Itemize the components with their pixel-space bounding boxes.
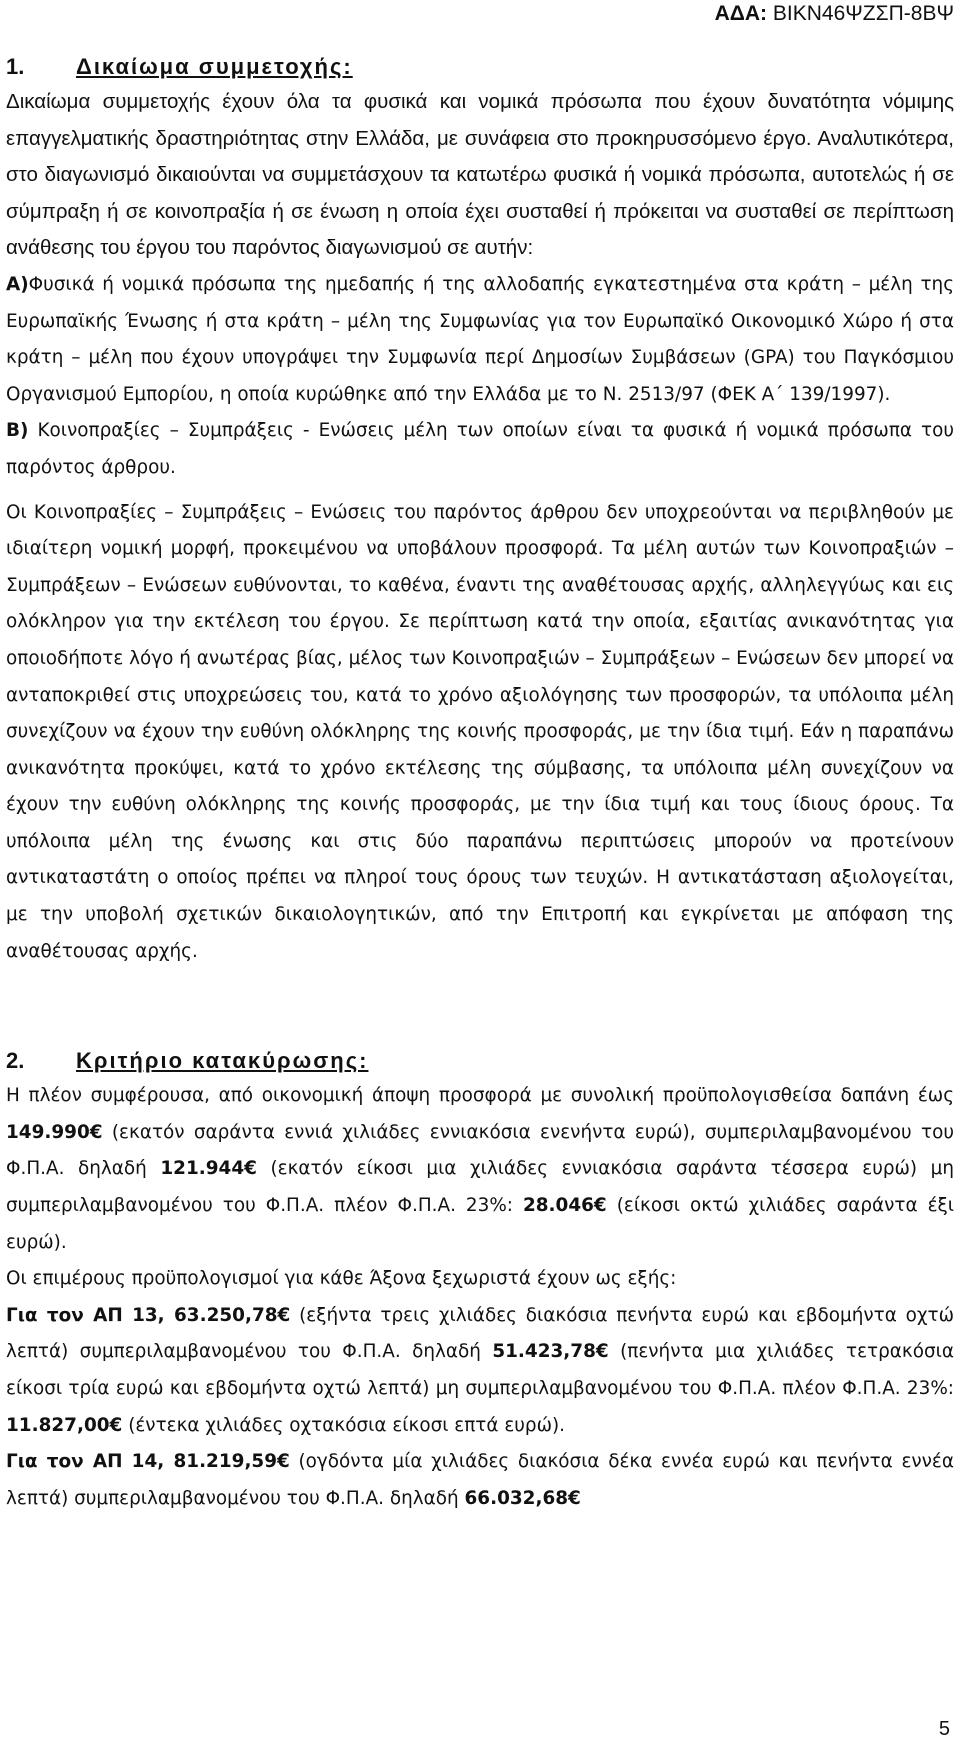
budget-vat-amount: 28.046€ — [522, 1195, 607, 1217]
section-1-title: Δικαίωμα συμμετοχής: — [76, 54, 353, 79]
ap14-net-amount: 66.032,68€ — [464, 1487, 581, 1509]
item-a-text: Φυσικά ή νομικά πρόσωπα της ημεδαπής ή της αλλοδαπής εγκατεστημένα στα κράτη – μέλη της Ευρωπαϊκής Ένωσης ή στα κράτη – μέλη της Συμφωνίας για τον Ευρωπαϊκό Οικονομικό Χώρο ή στα κράτη – μέλη που έχουν υπογράψει την Συμφωνία περί Δημοσίων Συμβάσεων (GPA) του Παγκόσμιου Οργανισμού Εμπορίου, η οποία κυρώθηκε από την Ελλάδα με το Ν. 2513/97 (ΦΕΚ Α΄ 139/1997). — [6, 273, 954, 405]
section-1-item-b — [6, 413, 954, 486]
section-1-heading — [6, 50, 954, 84]
budget-text-1: Η πλέον συμφέρουσα, από οικονομική άποψη προσφορά με συνολική προϋπολογισθείσα δαπάνη έως — [6, 1085, 954, 1107]
section-1-number: 1. — [6, 54, 25, 79]
section-2-paragraph-ap14 — [6, 1444, 954, 1517]
ap13-vat-amount: 11.827,00€ — [6, 1414, 123, 1436]
ap13-text-2: (πενήντα μια χιλιάδες τετρακόσια είκοσι τρία ευρώ και εβδομήντα οχτώ λεπτά) μη συμπεριλαμβανομένου του Φ.Π.Α. πλέον Φ.Π.Α. 23%: — [6, 1341, 954, 1399]
budget-text-4: (είκοσι οκτώ χιλιάδες σαράντα έξι ευρώ). — [6, 1195, 955, 1253]
budget-net-amount: 121.944€ — [160, 1158, 257, 1180]
item-b-text: Κοινοπραξίες – Συμπράξεις - Ενώσεις μέλη των οποίων είναι τα φυσικά ή νομικά πρόσωπα του παρόντος άρθρου. — [6, 420, 954, 478]
ap13-text-3: (έντεκα χιλιάδες οχτακόσια είκοσι επτά ευρώ). — [122, 1414, 566, 1436]
budget-text-3: (εκατόν είκοσι μια χιλιάδες εννιακόσια σαράντα τέσσερα ευρώ) μη συμπεριλαμβανομένου του Φ.Π.Α. πλέον Φ.Π.Α. 23%: — [6, 1158, 955, 1217]
page-number: 5 — [938, 1718, 950, 1740]
section-2-paragraph-axes-intro: Οι επιμέρους προϋπολογισμοί για κάθε Άξονα ξεχωριστά έχουν ως εξής: — [6, 1268, 677, 1290]
item-a-label: Α) — [6, 273, 29, 295]
ada-header — [715, 2, 954, 26]
ada-value: ΒΙΚΝ46ΨΖΣΠ-8ΒΨ — [772, 2, 954, 25]
section-2-paragraph-ap13 — [6, 1298, 954, 1444]
document-body — [6, 50, 954, 1517]
ap13-label: Για τον ΑΠ 13, 63.250,78€ — [6, 1304, 291, 1326]
ap14-text-1: (ογδόντα μία χιλιάδες διακόσια δέκα εννέα ευρώ και πενήντα εννέα λεπτά) συμπεριλαμβανομένου του Φ.Π.Α. δηλαδή — [6, 1451, 954, 1509]
ada-label: ΑΔΑ: — [714, 2, 768, 25]
budget-text-2: (εκατόν σαράντα εννιά χιλιάδες εννιακόσια ενενήντα ευρώ), συμπεριλαμβανομένου του Φ.Π.Α. δηλαδή — [6, 1121, 954, 1180]
section-2-title: Κριτήριο κατακύρωσης: — [76, 1048, 369, 1074]
ap13-text-1: (εξήντα τρεις χιλιάδες διακόσια πενήντα ευρώ και εβδομήντα οχτώ λεπτά) συμπεριλαμβανομένου του Φ.Π.Α. δηλαδή — [6, 1304, 954, 1363]
section-1-paragraph-joint-ventures: Οι Κοινοπραξίες – Συμπράξεις – Ενώσεις του παρόντος άρθρου δεν υποχρεούνται να περιβληθούν με ιδιαίτερη νομική μορφή, προκειμένου να υποβάλουν προσφορά. Τα μέλη αυτών των Κοινοπραξιών – Συμπράξεων – Ενώσεων ευθύνονται, το καθένα, έναντι της αναθέτουσας αρχής, αλληλεγγύως και εις ολόκληρον για την εκτέλεση του έργου. Σε περίπτωση κατά την οποία, εξαιτίας ανικανότητας για οποιοδήποτε λόγο ή ανωτέρας βίας, μέλος των Κοινοπραξιών – Συμπράξεων – Ενώσεων δεν μπορεί να ανταποκριθεί στις υποχρεώσεις του, κατά το χρόνο αξιολόγησης των προσφορών, τα υπόλοιπα μέλη συνεχίζουν να έχουν την ευθύνη ολόκληρης της κοινής προσφοράς, με την ίδια τιμή. Εάν η παραπάνω ανικανότητα προκύψει, κατά το χρόνο εκτέλεσης της σύμβασης, τα υπόλοιπα μέλη συνεχίζουν να έχουν την ευθύνη ολόκληρης της κοινής προσφοράς, με την ίδια τιμή και τους ίδιους όρους. Τα υπόλοιπα μέλη της ένωσης και στις δύο παραπάνω περιπτώσεις μπορούν να προτείνουν αντικαταστάτη ο οποίος πρέπει να πληροί τους όρους των τευχών. Η αντικατάσταση αξιολογείται, με την υποβολή σχετικών δικαιολογητικών, από την Επιτροπή και εγκρίνεται με απόφαση της αναθέτουσας αρχής. — [6, 501, 954, 962]
section-1-paragraph-intro: Δικαίωμα συμμετοχής έχουν όλα τα φυσικά και νομικά πρόσωπα που έχουν δυνατότητα νόμιμης επαγγελματικής δραστηριότητας στην Ελλάδα, με συνάφεια στο προκηρυσσόμενο έργο. Αναλυτικότερα, στο διαγωνισμό δικαιούνται να συμμετάσχουν τα κατωτέρω φυσικά ή νομικά πρόσωπα, αυτοτελώς ή σε σύμπραξη ή σε κοινοπραξία ή σε ένωση η οποία έχει συσταθεί ή πρόκειται να συσταθεί σε περίπτωση ανάθεσης του έργου του παρόντος διαγωνισμού σε αυτήν: — [6, 90, 954, 260]
ap13-net-amount: 51.423,78€ — [492, 1341, 609, 1363]
budget-total-amount: 149.990€ — [6, 1121, 103, 1143]
section-2-paragraph-budget — [6, 1078, 954, 1261]
ap14-label: Για τον ΑΠ 14, 81.219,59€ — [6, 1451, 290, 1473]
item-b-label: Β) — [6, 420, 29, 442]
section-2-heading — [6, 1044, 954, 1078]
section-1-item-a — [6, 267, 954, 413]
section-2-number: 2. — [6, 1048, 25, 1074]
